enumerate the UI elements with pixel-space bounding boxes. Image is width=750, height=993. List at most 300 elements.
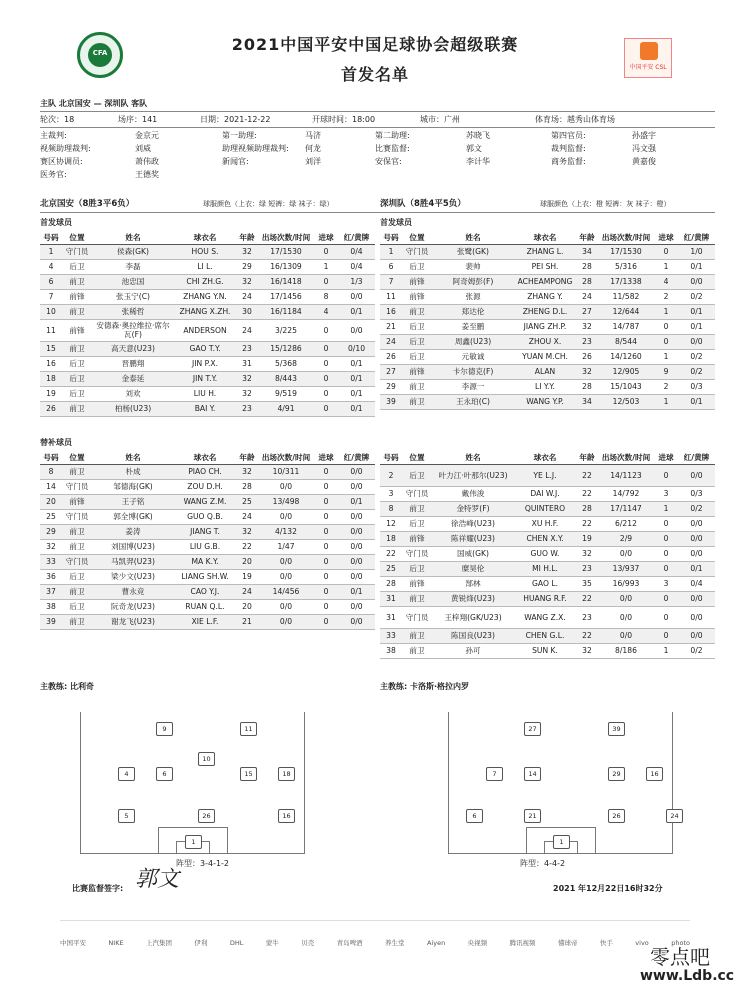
table-cell: 前卫 bbox=[402, 628, 432, 643]
table-cell: 阿奇姆彭(F) bbox=[432, 274, 514, 289]
table-cell: 守门员 bbox=[62, 509, 92, 524]
table-cell: 前卫 bbox=[62, 539, 92, 554]
table-cell: 0/0 bbox=[598, 591, 654, 606]
table-cell: 0 bbox=[314, 614, 338, 629]
table-header-row bbox=[40, 452, 375, 464]
table-cell: YE L.J. bbox=[514, 464, 576, 486]
table-cell: ZHANG Y. bbox=[514, 289, 576, 304]
table-cell: 国威(GK) bbox=[432, 546, 514, 561]
table-cell: 28 bbox=[380, 576, 402, 591]
player-shirt: 6 bbox=[466, 809, 483, 823]
column-header: 号码 bbox=[40, 452, 62, 464]
table-row bbox=[380, 379, 715, 394]
table-cell: 0 bbox=[314, 401, 338, 416]
table-row bbox=[40, 386, 375, 401]
table-cell: 0/0 bbox=[678, 516, 715, 531]
table-cell: ZHANG X.ZH. bbox=[174, 304, 236, 319]
table-cell: 0/0 bbox=[258, 509, 314, 524]
table-cell: 0/1 bbox=[338, 386, 375, 401]
sponsor-logo: photo bbox=[671, 938, 690, 947]
table-cell: 守门员 bbox=[62, 244, 92, 259]
home-starters-label: 首发球员 bbox=[40, 218, 72, 227]
player-shirt: 39 bbox=[608, 722, 625, 736]
table-cell: 1 bbox=[654, 304, 678, 319]
table-cell: SUN K. bbox=[514, 643, 576, 658]
table-cell: 19 bbox=[576, 531, 598, 546]
table-cell: 0/1 bbox=[338, 401, 375, 416]
table-cell: 32 bbox=[576, 546, 598, 561]
column-header: 位置 bbox=[402, 232, 432, 244]
official-label: 主裁判: bbox=[40, 131, 67, 140]
table-row bbox=[380, 546, 715, 561]
table-cell: 32 bbox=[576, 319, 598, 334]
table-cell: 38 bbox=[40, 599, 62, 614]
table-cell: 16/1184 bbox=[258, 304, 314, 319]
table-cell: 前卫 bbox=[62, 584, 92, 599]
player-shirt: 16 bbox=[646, 767, 663, 781]
home-formation: 阵型：3-4-1-2 bbox=[176, 859, 230, 868]
table-cell: 池忠国 bbox=[92, 274, 174, 289]
table-cell: 金特罗(F) bbox=[432, 501, 514, 516]
table-cell: 邹德海(GK) bbox=[92, 479, 174, 494]
table-cell: 0/0 bbox=[598, 628, 654, 643]
table-cell: HUANG R.F. bbox=[514, 591, 576, 606]
official-value: 黄嘉俊 bbox=[632, 157, 656, 166]
player-shirt: 27 bbox=[524, 722, 541, 736]
column-header: 姓名 bbox=[92, 452, 174, 464]
table-cell: XIE L.F. bbox=[174, 614, 236, 629]
table-cell: 8 bbox=[40, 464, 62, 479]
home-subs-table bbox=[40, 452, 375, 630]
table-row bbox=[380, 274, 715, 289]
table-cell: JIN T.Y. bbox=[174, 371, 236, 386]
official-label: 商务监督: bbox=[551, 157, 586, 166]
table-cell: 戴伟浚 bbox=[432, 486, 514, 501]
table-row bbox=[380, 561, 715, 576]
supervisor-signature: 郭文 bbox=[135, 867, 180, 892]
table-cell: CHI ZH.G. bbox=[174, 274, 236, 289]
table-cell: 19 bbox=[40, 386, 62, 401]
table-cell: 0 bbox=[314, 371, 338, 386]
cfa-logo-text: CFA bbox=[92, 49, 108, 57]
official-label: 第二助理: bbox=[375, 131, 410, 140]
official-label: 第四官员: bbox=[551, 131, 586, 140]
table-row bbox=[40, 274, 375, 289]
sponsor-logo: vivo bbox=[635, 938, 649, 947]
officials-row bbox=[40, 129, 715, 142]
player-shirt: 26 bbox=[608, 809, 625, 823]
table-cell: 0/10 bbox=[338, 341, 375, 356]
column-header: 位置 bbox=[402, 452, 432, 464]
table-cell: 0 bbox=[654, 546, 678, 561]
player-shirt: 9 bbox=[156, 722, 173, 736]
table-cell: 0 bbox=[314, 509, 338, 524]
table-cell: 陈祥耀(U23) bbox=[432, 531, 514, 546]
player-shirt: 10 bbox=[198, 752, 215, 766]
table-cell: 刘国博(U23) bbox=[92, 539, 174, 554]
table-cell: 23 bbox=[576, 561, 598, 576]
table-cell: 前卫 bbox=[402, 304, 432, 319]
table-cell: 28 bbox=[236, 479, 258, 494]
table-cell: 0/0 bbox=[678, 464, 715, 486]
table-cell: 24 bbox=[236, 289, 258, 304]
column-header: 号码 bbox=[40, 232, 62, 244]
table-cell: 27 bbox=[380, 364, 402, 379]
column-header: 进球 bbox=[654, 232, 678, 244]
table-row bbox=[40, 244, 375, 259]
table-row bbox=[380, 643, 715, 658]
table-cell: 9/519 bbox=[258, 386, 314, 401]
table-cell: 22 bbox=[576, 591, 598, 606]
table-cell: 0 bbox=[314, 464, 338, 479]
table-cell: 1 bbox=[40, 244, 62, 259]
table-cell: 28 bbox=[576, 379, 598, 394]
table-cell: 0 bbox=[654, 516, 678, 531]
table-cell: 0/2 bbox=[678, 349, 715, 364]
table-cell: 后卫 bbox=[402, 319, 432, 334]
table-cell: 6 bbox=[380, 259, 402, 274]
table-cell: 后卫 bbox=[402, 516, 432, 531]
table-cell: 22 bbox=[576, 628, 598, 643]
official-value: 孙盛宇 bbox=[632, 131, 656, 140]
table-cell: 4/91 bbox=[258, 401, 314, 416]
table-cell: 8 bbox=[380, 501, 402, 516]
table-cell: 1 bbox=[654, 501, 678, 516]
table-cell: 31 bbox=[380, 606, 402, 628]
table-cell: GAO T.Y. bbox=[174, 341, 236, 356]
table-cell: 15/1286 bbox=[258, 341, 314, 356]
table-cell: 徐浩峰(U23) bbox=[432, 516, 514, 531]
table-cell: 30 bbox=[236, 304, 258, 319]
table-cell: 32 bbox=[236, 274, 258, 289]
table-row bbox=[380, 486, 715, 501]
column-header: 出场次数/时间 bbox=[598, 452, 654, 464]
table-header-row bbox=[380, 232, 715, 244]
round-info: 轮次：18 bbox=[40, 115, 75, 124]
column-header: 进球 bbox=[314, 232, 338, 244]
officials-grid bbox=[40, 129, 715, 181]
player-shirt: 1 bbox=[553, 835, 570, 849]
table-row bbox=[40, 289, 375, 304]
away-starters-label: 首发球员 bbox=[380, 218, 412, 227]
table-cell: GUO Q.B. bbox=[174, 509, 236, 524]
table-cell: 守门员 bbox=[62, 554, 92, 569]
official-label: 赛区协调员: bbox=[40, 157, 83, 166]
table-cell: 0 bbox=[314, 599, 338, 614]
table-cell: LI Y.Y. bbox=[514, 379, 576, 394]
table-cell: 0/0 bbox=[678, 334, 715, 349]
table-cell: 14/792 bbox=[598, 486, 654, 501]
stadium-info: 体育场：越秀山体育场 bbox=[535, 115, 615, 124]
table-cell: 9 bbox=[654, 364, 678, 379]
table-cell: QUINTERO bbox=[514, 501, 576, 516]
table-cell: 22 bbox=[236, 539, 258, 554]
table-cell: 前卫 bbox=[402, 394, 432, 409]
table-cell: 黄锐烽(U23) bbox=[432, 591, 514, 606]
table-row bbox=[40, 356, 375, 371]
table-cell: 0/1 bbox=[678, 319, 715, 334]
table-cell: 守门员 bbox=[402, 486, 432, 501]
table-cell: 元敏诚 bbox=[432, 349, 514, 364]
column-header: 红/黄牌 bbox=[678, 232, 715, 244]
table-cell: 17/1530 bbox=[258, 244, 314, 259]
official-label: 新闻官: bbox=[222, 157, 249, 166]
table-row bbox=[380, 259, 715, 274]
table-cell: 1 bbox=[654, 349, 678, 364]
table-cell: ACHEAMPONG bbox=[514, 274, 576, 289]
table-cell: 0/4 bbox=[678, 576, 715, 591]
table-cell: 32 bbox=[236, 244, 258, 259]
column-header: 姓名 bbox=[92, 232, 174, 244]
table-cell: 39 bbox=[40, 614, 62, 629]
table-cell: 1 bbox=[654, 643, 678, 658]
table-cell: 前卫 bbox=[62, 524, 92, 539]
table-cell: 0 bbox=[314, 569, 338, 584]
city-info: 城市：广州 bbox=[420, 115, 460, 124]
table-cell: 32 bbox=[236, 371, 258, 386]
table-cell: 姜至鹏 bbox=[432, 319, 514, 334]
table-cell: 22 bbox=[576, 486, 598, 501]
table-cell: 晋鹏翔 bbox=[92, 356, 174, 371]
table-cell: 后卫 bbox=[402, 259, 432, 274]
table-cell: 0/0 bbox=[678, 546, 715, 561]
player-shirt: 11 bbox=[240, 722, 257, 736]
table-cell: 25 bbox=[40, 509, 62, 524]
table-cell: 高天意(U23) bbox=[92, 341, 174, 356]
column-header: 出场次数/时间 bbox=[598, 232, 654, 244]
table-cell: 0/4 bbox=[338, 259, 375, 274]
away-team-name: 深圳队（8胜4平5负） bbox=[380, 199, 466, 209]
table-row bbox=[380, 628, 715, 643]
table-cell: DAI W.J. bbox=[514, 486, 576, 501]
table-cell: 0/0 bbox=[678, 606, 715, 628]
table-cell: 0 bbox=[654, 531, 678, 546]
official-label: 医务官: bbox=[40, 170, 67, 179]
table-cell: 32 bbox=[236, 386, 258, 401]
table-row bbox=[380, 334, 715, 349]
table-cell: 31 bbox=[380, 591, 402, 606]
table-cell: 0 bbox=[314, 479, 338, 494]
player-shirt: 21 bbox=[524, 809, 541, 823]
table-row bbox=[40, 304, 375, 319]
column-header: 球衣名 bbox=[514, 232, 576, 244]
table-cell: 李磊 bbox=[92, 259, 174, 274]
sponsor-logo: Aiyen bbox=[426, 938, 446, 947]
table-cell: 22 bbox=[576, 464, 598, 486]
official-value: 郭文 bbox=[466, 144, 482, 153]
home-team-colors: 球服颜色（上衣：绿 短裤：绿 袜子：绿） bbox=[203, 200, 334, 208]
table-cell: 后卫 bbox=[402, 561, 432, 576]
official-label: 比赛监督: bbox=[375, 144, 410, 153]
player-shirt: 4 bbox=[118, 767, 135, 781]
table-cell: 14/456 bbox=[258, 584, 314, 599]
table-cell: 17/1338 bbox=[598, 274, 654, 289]
table-row bbox=[40, 371, 375, 386]
table-cell: CAO Y.J. bbox=[174, 584, 236, 599]
supervisor-sign-label: 比赛监督签字: bbox=[72, 884, 124, 893]
table-row bbox=[380, 349, 715, 364]
table-cell: 前锋 bbox=[402, 576, 432, 591]
officials-row bbox=[40, 142, 715, 155]
table-cell: 1 bbox=[314, 259, 338, 274]
table-cell: 20 bbox=[236, 599, 258, 614]
table-cell: JIN P.X. bbox=[174, 356, 236, 371]
table-cell: 0 bbox=[654, 319, 678, 334]
table-cell: 0/0 bbox=[258, 599, 314, 614]
table-cell: 23 bbox=[236, 401, 258, 416]
table-cell: 14/1123 bbox=[598, 464, 654, 486]
table-cell: 前卫 bbox=[402, 643, 432, 658]
table-cell: LI L. bbox=[174, 259, 236, 274]
sponsor-logo: 上汽集团 bbox=[146, 939, 172, 947]
column-header: 年龄 bbox=[576, 452, 598, 464]
table-cell: 0/0 bbox=[338, 524, 375, 539]
official-value: 冯文强 bbox=[632, 144, 656, 153]
column-header: 号码 bbox=[380, 452, 402, 464]
table-cell: 23 bbox=[576, 606, 598, 628]
table-cell: 0 bbox=[314, 356, 338, 371]
column-header: 红/黄牌 bbox=[338, 452, 375, 464]
official-label: 助理视频助理裁判: bbox=[222, 144, 289, 153]
table-cell: 卡尔德克(F) bbox=[432, 364, 514, 379]
table-cell: 14/787 bbox=[598, 319, 654, 334]
table-cell: 10/311 bbox=[258, 464, 314, 479]
table-cell: 6/212 bbox=[598, 516, 654, 531]
table-cell: 后卫 bbox=[402, 464, 432, 486]
table-cell: 守门员 bbox=[402, 546, 432, 561]
home-away-line: 主队 北京国安 — 深圳队 客队 bbox=[40, 99, 148, 108]
table-cell: 前卫 bbox=[62, 614, 92, 629]
home-starters-table bbox=[40, 232, 375, 417]
table-row bbox=[40, 464, 375, 479]
table-cell: 18 bbox=[380, 531, 402, 546]
table-cell: 孙可 bbox=[432, 643, 514, 658]
table-row bbox=[40, 401, 375, 416]
official-value: 马济 bbox=[305, 131, 321, 140]
table-cell: LIU H. bbox=[174, 386, 236, 401]
table-cell: 7 bbox=[380, 274, 402, 289]
table-cell: 16 bbox=[40, 356, 62, 371]
table-cell: 0/1 bbox=[678, 259, 715, 274]
table-cell: ALAN bbox=[514, 364, 576, 379]
table-cell: 5/316 bbox=[598, 259, 654, 274]
official-value: 何龙 bbox=[305, 144, 321, 153]
table-cell: CHEN X.Y. bbox=[514, 531, 576, 546]
table-cell: WANG Z.M. bbox=[174, 494, 236, 509]
table-cell: 前锋 bbox=[62, 494, 92, 509]
table-cell: 24 bbox=[576, 289, 598, 304]
table-cell: 0/0 bbox=[678, 628, 715, 643]
table-cell: 21 bbox=[236, 614, 258, 629]
table-cell: ZHOU X. bbox=[514, 334, 576, 349]
table-cell: 8/544 bbox=[598, 334, 654, 349]
column-header: 红/黄牌 bbox=[338, 232, 375, 244]
sponsor-logo: NIKE bbox=[108, 938, 124, 947]
table-cell: MI H.L. bbox=[514, 561, 576, 576]
page-subtitle: 首发名单 bbox=[340, 65, 409, 84]
table-cell: 前锋 bbox=[402, 531, 432, 546]
table-cell: 张玉宁(C) bbox=[92, 289, 174, 304]
table-cell: WANG Z.X. bbox=[514, 606, 576, 628]
table-cell: 马凯羿(U23) bbox=[92, 554, 174, 569]
player-shirt: 14 bbox=[524, 767, 541, 781]
table-cell: 12/905 bbox=[598, 364, 654, 379]
table-cell: 10 bbox=[40, 304, 62, 319]
player-shirt: 26 bbox=[198, 809, 215, 823]
table-row bbox=[40, 494, 375, 509]
table-cell: 26 bbox=[380, 349, 402, 364]
table-cell: CHEN G.L. bbox=[514, 628, 576, 643]
table-header-row bbox=[40, 232, 375, 244]
table-cell: 17/1530 bbox=[598, 244, 654, 259]
column-header: 出场次数/时间 bbox=[258, 452, 314, 464]
table-cell: 8/443 bbox=[258, 371, 314, 386]
table-cell: 1/3 bbox=[338, 274, 375, 289]
table-cell: 37 bbox=[40, 584, 62, 599]
table-cell: 14 bbox=[40, 479, 62, 494]
table-cell: 0 bbox=[654, 591, 678, 606]
table-cell: 33 bbox=[40, 554, 62, 569]
table-cell: 前锋 bbox=[402, 274, 432, 289]
table-cell: 24 bbox=[236, 319, 258, 341]
table-cell: 0/2 bbox=[678, 289, 715, 304]
table-cell: LIU G.B. bbox=[174, 539, 236, 554]
officials-row bbox=[40, 168, 715, 181]
sponsor-logo: 腾讯视频 bbox=[509, 939, 536, 947]
table-cell: 0/1 bbox=[338, 584, 375, 599]
table-cell: 郑达伦 bbox=[432, 304, 514, 319]
player-shirt: 7 bbox=[486, 767, 503, 781]
table-cell: 前卫 bbox=[62, 341, 92, 356]
table-cell: 0 bbox=[654, 334, 678, 349]
table-cell: 32 bbox=[40, 539, 62, 554]
table-row bbox=[40, 539, 375, 554]
table-cell: 前锋 bbox=[402, 364, 432, 379]
report-timestamp: 2021 年12月22日16时32分 bbox=[553, 884, 663, 893]
table-row bbox=[40, 554, 375, 569]
table-cell: LIANG SH.W. bbox=[174, 569, 236, 584]
table-row bbox=[380, 244, 715, 259]
table-cell: 3/225 bbox=[258, 319, 314, 341]
table-cell: WANG Y.P. bbox=[514, 394, 576, 409]
table-cell: 7 bbox=[40, 289, 62, 304]
away-subs-table bbox=[380, 452, 715, 659]
home-team-name: 北京国安（8胜3平6负） bbox=[40, 199, 135, 209]
table-row bbox=[380, 464, 715, 486]
sponsor-logo: 中国平安 bbox=[60, 939, 86, 947]
table-cell: 25 bbox=[236, 494, 258, 509]
table-cell: 0/0 bbox=[678, 531, 715, 546]
table-cell: 0/0 bbox=[338, 289, 375, 304]
table-cell: 2/9 bbox=[598, 531, 654, 546]
table-row bbox=[380, 304, 715, 319]
kickoff-info: 开球时间：18:00 bbox=[312, 115, 376, 124]
table-row bbox=[380, 289, 715, 304]
official-value: 刘威 bbox=[135, 144, 151, 153]
column-header: 位置 bbox=[62, 232, 92, 244]
table-row bbox=[40, 479, 375, 494]
table-cell: 张源 bbox=[432, 289, 514, 304]
table-cell: 安德森·奥拉维拉·席尔瓦(F) bbox=[92, 319, 174, 341]
table-cell: 29 bbox=[236, 259, 258, 274]
table-cell: 前锋 bbox=[402, 289, 432, 304]
table-cell: 34 bbox=[576, 244, 598, 259]
official-label: 裁判监督: bbox=[551, 144, 586, 153]
table-cell: JIANG ZH.P. bbox=[514, 319, 576, 334]
table-cell: 后卫 bbox=[402, 349, 432, 364]
table-cell: 13/498 bbox=[258, 494, 314, 509]
table-cell: 0 bbox=[314, 494, 338, 509]
